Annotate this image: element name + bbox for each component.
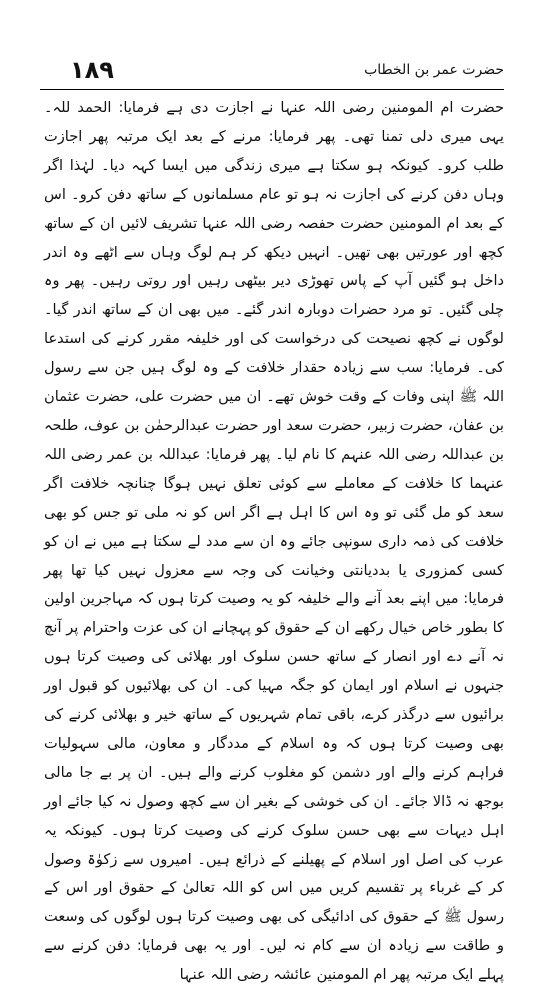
page-header	[40, 52, 504, 92]
running-title: حضرت عمر بن الخطاب	[364, 62, 504, 78]
page-number: ۱۸۹	[70, 56, 114, 84]
header-divider	[40, 89, 504, 90]
body-paragraph: حضرت ام المومنین رضی اللہ عنہا نے اجازت دی ہے فرمایا: الحمد للہ۔ یہی میری دلی تمنا تھی۔ پھر فرمایا: مرنے کے بعد ایک مرتبہ پھر اجازت طلب کرو۔ کیونکہ ہو سکتا ہے میری زندگی میں ایسا کہہ دیا۔ لہٰذا اگر وہاں دفن کرنے کی اجازت نہ ہو تو عام مسلمانوں کے ساتھ دفن کرو۔ اس کے بعد ام المومنین حضرت حفصہ رضی اللہ عنہا تشریف لائیں ان کے ساتھ کچھ اور عورتیں بھی تھیں۔ انہیں دیکھ کر ہم لوگ وہاں سے اٹھے وہ اندر داخل ہو گئیں آپ کے پاس تھوڑی دیر بیٹھی رہیں اور روتی رہیں۔ پھر وہ چلی گئیں۔ تو مرد حضرات دوبارہ اندر گئے۔ میں بھی ان کے ساتھ اندر گیا۔ لوگوں نے کچھ نصیحت کی درخواست کی اور خلیفہ مقرر کرنے کی استدعا کی۔ فرمایا: سب سے زیادہ حقدار خلافت کے وہ لوگ ہیں جن سے رسول اللہ ﷺ اپنی وفات کے وقت خوش تھے۔ ان میں حضرت علی، حضرت عثمان بن عفان، حضرت زبیر، حضرت سعد اور حضرت عبدالرحمٰن بن عوف، طلحہ بن عبداللہ رضی اللہ عنہم کا نام لیا۔ پھر فرمایا: عبداللہ بن عمر رضی اللہ عنہما کا خلافت کے معاملے سے کوئی تعلق نہیں ہوگا چنانچہ خلافت اگر سعد کو مل گئی تو وہ اس کا اہل ہے اگر اس کو نہ ملی تو جس کو بھی خلافت کی ذمہ داری سونپی جائے وہ ان سے مدد لے سکتا ہے میں نے ان کو کسی کمزوری یا بددیانتی وخیانت کی وجہ سے معزول نہیں کیا تھا پھر فرمایا: میں اپنے بعد آنے والے خلیفہ کو یہ وصیت کرتا ہوں کہ مہاجرین اولین کا بطور خاص خیال رکھے ان کے حقوق کو پہچانے ان کی عزت واحترام پر آنچ نہ آنے دے اور انصار کے ساتھ حسن سلوک اور بھلائی کی وصیت کرتا ہوں جنہوں نے اسلام اور ایمان کو جگہ مہیا کی۔ ان کی بھلائیوں کو قبول اور برائیوں سے درگذر کرے، باقی تمام شہریوں کے ساتھ خیر و بھلائی کرنے کی بھی وصیت کرتا ہوں کہ وہ اسلام کے مددگار و معاون، مالی سہولیات فراہم کرنے والے اور دشمن کو مغلوب کرنے والے ہیں۔ ان پر بے جا مالی بوجھ نہ ڈالا جائے۔ ان کی خوشی کے بغیر ان سے کچھ وصول نہ کیا جائے اور اہل دیہات سے بھی حسن سلوک کرنے کی وصیت کرتا ہوں۔ کیونکہ یہ عرب کی اصل اور اسلام کے پھیلنے کے ذرائع ہیں۔ امیروں سے زکوٰۃ وصول کر کے غرباء پر تقسیم کریں میں اس کو اللہ تعالیٰ کے حقوق اور اس کے رسول ﷺ کے حقوق کی ادائیگی کی بھی وصیت کرتا ہوں لوگوں کی وسعت و طاقت سے زیادہ ان سے کام نہ لیں۔ اور یہ بھی فرمایا: دفن کرنے سے پہلے ایک مرتبہ پھر ام المومنین عائشہ رضی اللہ عنہا	[44, 99, 504, 984]
page-body-text	[44, 94, 504, 984]
